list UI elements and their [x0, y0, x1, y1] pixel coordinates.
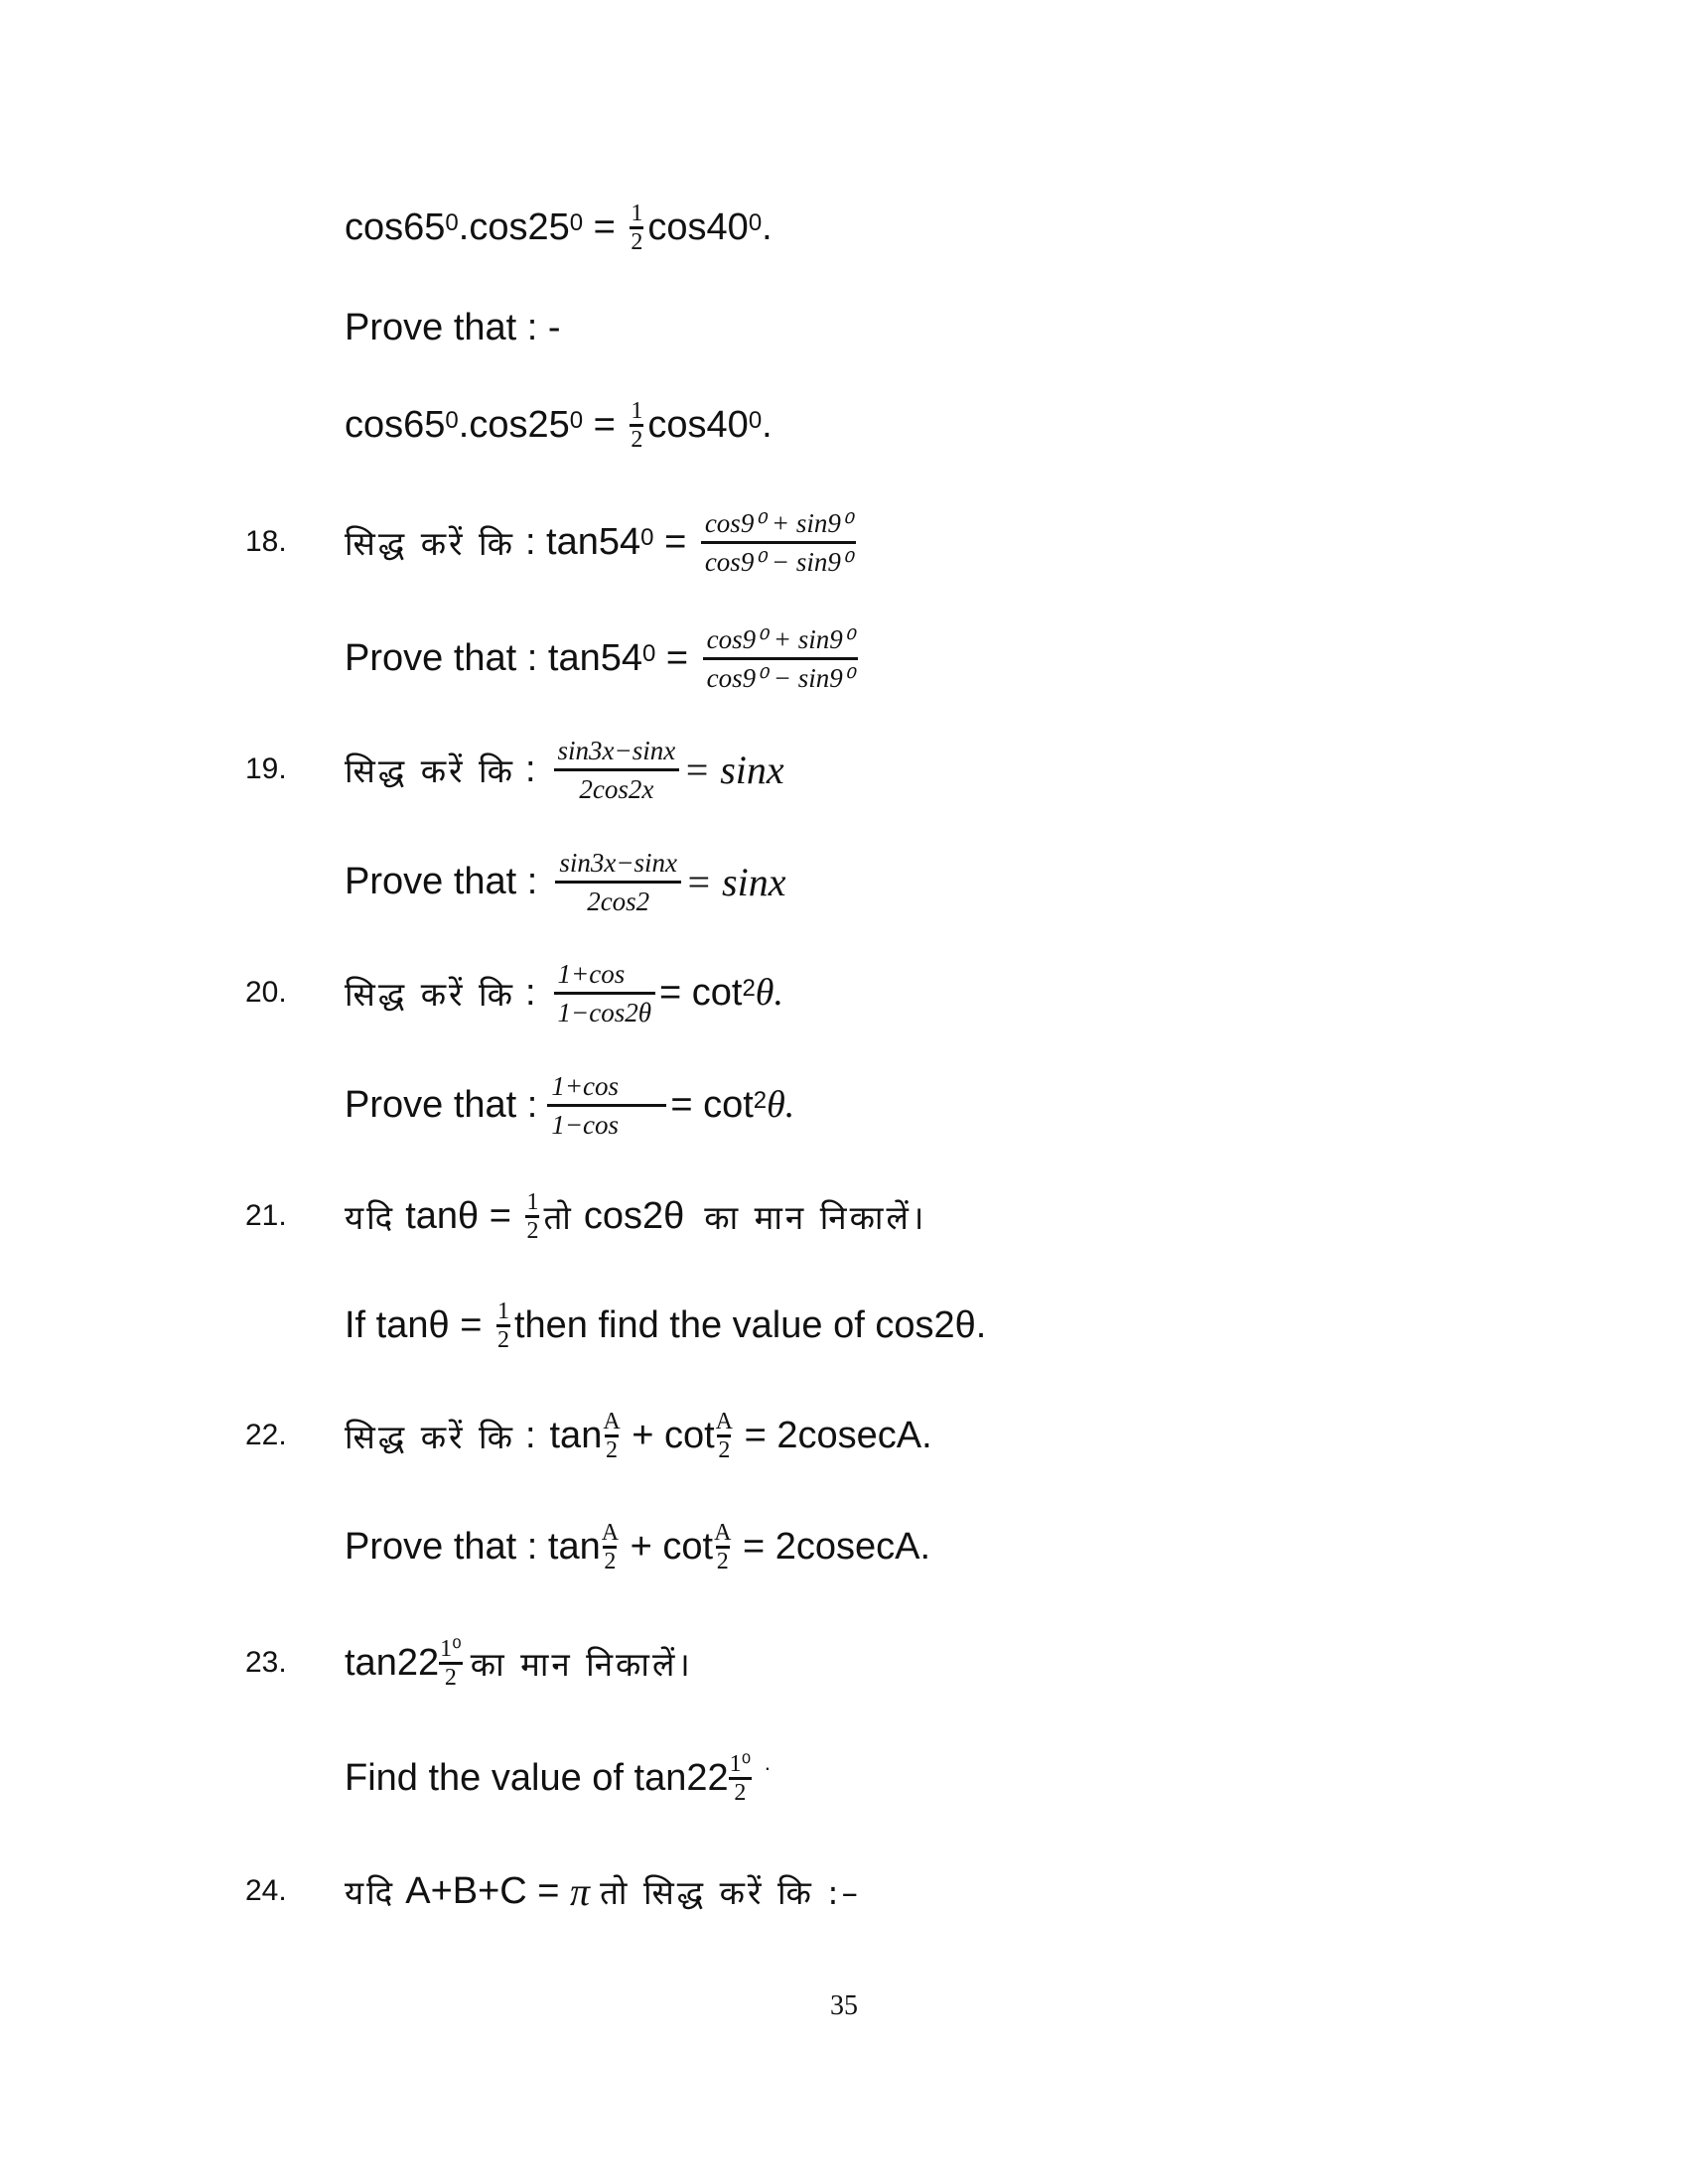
- question-19-hindi: [0, 725, 1688, 814]
- text: + cot: [620, 1525, 714, 1568]
- text: Prove that :: [345, 1083, 538, 1126]
- text: cos40: [647, 205, 749, 248]
- question-21-english: [0, 1281, 1688, 1370]
- hindi-text: सिद्ध करें कि: [345, 1417, 515, 1456]
- denominator: 1−cos2θ: [557, 997, 651, 1027]
- page-number: 35: [830, 1990, 858, 2021]
- text: θ.: [767, 1084, 795, 1126]
- hindi-text: तो: [543, 1197, 574, 1237]
- question-24-hindi: [0, 1846, 1688, 1936]
- denominator: 2: [716, 1548, 729, 1574]
- numerator: 1+cos: [551, 1070, 620, 1101]
- superscript: 2: [742, 975, 756, 1002]
- pi-symbol: π: [570, 1868, 591, 1914]
- text: If tanθ =: [345, 1303, 492, 1346]
- question-20-hindi: [0, 948, 1688, 1037]
- text: cos40: [647, 403, 749, 446]
- text: Prove that : tan: [345, 1525, 601, 1568]
- text: .: [762, 403, 773, 446]
- text: =: [583, 403, 627, 446]
- text: .cos25: [458, 205, 570, 248]
- hindi-text: तो सिद्ध करें कि :–: [600, 1872, 861, 1912]
- math-expression: [345, 201, 773, 255]
- hindi-text: सिद्ध करें कि: [345, 751, 515, 790]
- fraction: [554, 733, 680, 807]
- prove-that-line: [0, 283, 1688, 372]
- question-text: [345, 1068, 794, 1143]
- question-number: 19.: [245, 752, 287, 785]
- superscript: 2: [753, 1087, 768, 1114]
- denominator: cos9⁰ − sin9⁰: [706, 662, 854, 693]
- question-text: [345, 1409, 932, 1463]
- question-text: [345, 1520, 930, 1574]
- superscript: 0: [569, 209, 584, 236]
- hindi-text: का मान निकालें।: [704, 1197, 927, 1237]
- identity-line-1: [0, 183, 1688, 272]
- rhs: = sinx: [683, 747, 784, 792]
- numerator: A: [714, 1519, 732, 1546]
- question-text: [345, 845, 785, 919]
- question-21-hindi: [0, 1171, 1688, 1261]
- text: θ.: [755, 972, 783, 1014]
- text: = 2cosecA.: [734, 1414, 932, 1456]
- numerator: 1⁰: [440, 1635, 462, 1662]
- text: + cot: [621, 1414, 715, 1456]
- text: = cot: [670, 1083, 754, 1126]
- text: cos65: [345, 403, 446, 446]
- fraction: [701, 505, 856, 580]
- text: cos2θ: [583, 1194, 685, 1237]
- question-text: [345, 733, 784, 807]
- text: = 2cosecA.: [732, 1525, 931, 1568]
- fraction: [715, 1409, 734, 1463]
- text: : tan54: [524, 520, 641, 563]
- question-text: [345, 1189, 926, 1244]
- hindi-text: यदि: [345, 1872, 396, 1912]
- text: =: [583, 205, 627, 248]
- fraction: [601, 1520, 620, 1574]
- denominator: 2: [604, 1548, 617, 1574]
- question-number: 18.: [245, 525, 287, 558]
- question-text: [345, 1751, 772, 1806]
- question-number: 21.: [245, 1199, 287, 1232]
- question-text: [345, 956, 783, 1030]
- fraction: [713, 1520, 732, 1574]
- fraction: [496, 1298, 510, 1353]
- text: A+B+C =: [405, 1869, 571, 1912]
- hindi-text: सिद्ध करें कि: [345, 974, 515, 1014]
- denominator: 2: [631, 426, 643, 453]
- numerator: 1⁰: [729, 1750, 752, 1777]
- text: tan22: [345, 1641, 440, 1684]
- text: cos65: [345, 205, 446, 248]
- question-text: [345, 621, 862, 696]
- numerator: A: [715, 1408, 734, 1434]
- numerator: A: [603, 1408, 621, 1434]
- superscript: 0: [445, 209, 459, 236]
- hindi-text: यदि: [345, 1197, 396, 1237]
- question-text: [345, 1636, 693, 1691]
- text: Prove that :: [345, 860, 538, 902]
- denominator: cos9⁰ − sin9⁰: [704, 546, 852, 577]
- fraction: [525, 1189, 539, 1244]
- text: .: [762, 205, 773, 248]
- superscript: 0: [748, 407, 763, 434]
- question-text: [345, 1868, 861, 1915]
- question-number: 23.: [245, 1646, 287, 1679]
- text: .cos25: [458, 403, 570, 446]
- fraction: [630, 201, 643, 255]
- text: :: [524, 1414, 536, 1456]
- text: then find the value of cos2θ.: [513, 1303, 987, 1346]
- text: Find the value of tan22: [345, 1756, 729, 1799]
- text: ·: [764, 1755, 772, 1780]
- question-number: 24.: [245, 1874, 287, 1907]
- numerator: A: [601, 1519, 620, 1546]
- denominator: 2cos2x: [579, 773, 654, 804]
- hindi-text: का मान निकालें।: [470, 1644, 693, 1684]
- denominator: 2: [718, 1436, 731, 1463]
- question-22-hindi: [0, 1391, 1688, 1480]
- denominator: 2: [496, 1326, 509, 1353]
- fraction: [602, 1409, 621, 1463]
- numerator: 1: [496, 1297, 509, 1324]
- prove-that-label: Prove that : -: [345, 306, 561, 348]
- numerator: cos9⁰ + sin9⁰: [706, 623, 854, 654]
- superscript: 0: [445, 407, 459, 434]
- numerator: sin3x−sinx: [557, 735, 676, 765]
- text: =: [655, 636, 699, 679]
- fraction: [729, 1751, 753, 1806]
- rhs: = sinx: [685, 859, 786, 904]
- numerator: 1+cos: [557, 958, 626, 989]
- denominator: 2: [606, 1436, 618, 1463]
- fraction: [703, 621, 858, 696]
- denominator: 2: [734, 1779, 747, 1806]
- text: tan: [549, 1414, 603, 1456]
- numerator: 1: [526, 1188, 539, 1215]
- text: =: [653, 520, 697, 563]
- text: :: [524, 748, 536, 790]
- text: = cot: [658, 971, 743, 1014]
- question-22-english: [0, 1502, 1688, 1591]
- identity-line-2: [0, 380, 1688, 470]
- superscript: 0: [640, 524, 654, 551]
- text: Prove that : tan54: [345, 636, 642, 679]
- fraction: [547, 1068, 666, 1143]
- numerator: 1: [631, 397, 643, 424]
- question-23-english: [0, 1733, 1688, 1823]
- question-19-english: [0, 837, 1688, 926]
- question-18-hindi: [0, 497, 1688, 587]
- fraction: [555, 845, 681, 919]
- question-number: 20.: [245, 976, 287, 1009]
- numerator: sin3x−sinx: [559, 847, 678, 878]
- question-number: 22.: [245, 1419, 287, 1451]
- hindi-text: सिद्ध करें कि: [345, 523, 515, 563]
- question-text: [345, 505, 860, 580]
- text: :: [524, 971, 536, 1014]
- numerator: 1: [631, 200, 643, 226]
- numerator: cos9⁰ + sin9⁰: [704, 507, 852, 538]
- fraction: [630, 398, 643, 453]
- superscript: 0: [641, 640, 656, 667]
- question-23-hindi: [0, 1618, 1688, 1707]
- question-20-english: [0, 1060, 1688, 1150]
- question-18-english: [0, 614, 1688, 703]
- denominator: 2: [444, 1664, 457, 1691]
- fraction: [439, 1636, 463, 1691]
- superscript: 0: [569, 407, 584, 434]
- denominator: 1−cos: [551, 1109, 620, 1140]
- fraction: [554, 956, 655, 1030]
- denominator: 2: [631, 228, 643, 255]
- question-text: [345, 1298, 986, 1353]
- superscript: 0: [748, 209, 763, 236]
- text: tanθ =: [405, 1194, 522, 1237]
- denominator: 2cos2: [587, 886, 650, 916]
- math-expression: [345, 398, 773, 453]
- denominator: 2: [526, 1217, 539, 1244]
